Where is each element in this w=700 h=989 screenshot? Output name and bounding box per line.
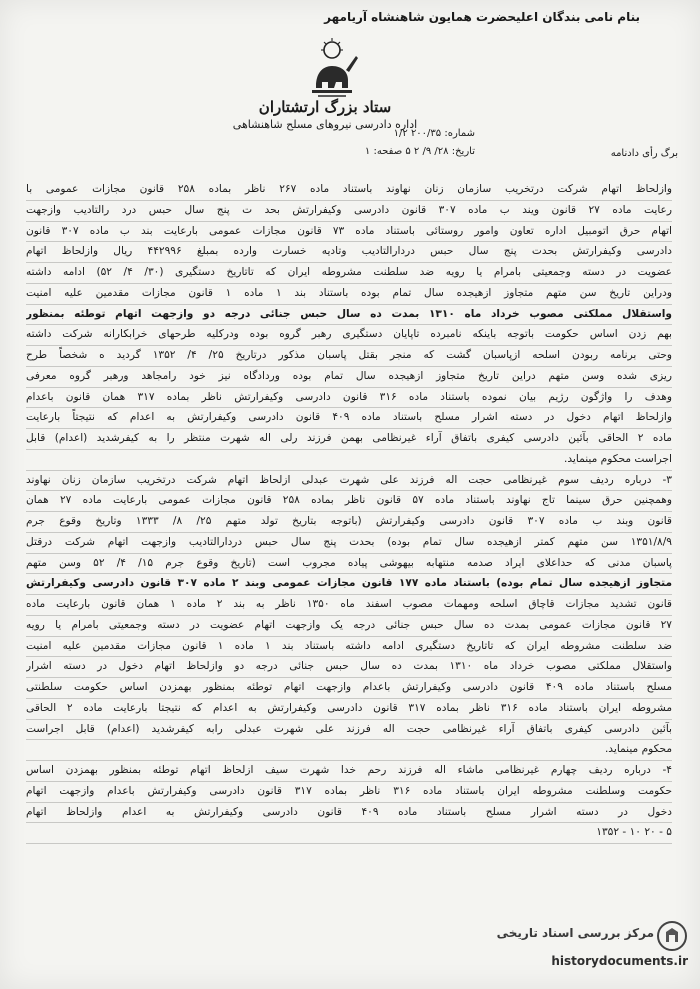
body-line: وازلحاظ اتهام شرکت درتخریب سازمان زنان نهاوند باستناد ماده ۲۶۷ ناظر بماده ۲۵۸ قانون مجازات عمومی با [26,180,672,201]
verdict-body [26,180,672,844]
body-line: ودراین تاریخ سن متهم متجاوز ازهیجده سال تمام بوده باستناد بند ۱ ماده ۱ قانون مجازات مقدمین علیه امنیت [26,284,672,305]
body-line: دادرسی وکیفرارتش بحدت پنج سال حبس دردارالتادیب وتادیه خسارت وارده بمبلغ ۴۴۲۹۹۶ ریال وازلحاظ اتهام [26,242,672,263]
body-line: ضد سلطنت مشروطه ایران که تاتاریخ دستگیری ادامه داشته باستناد بند ۱ ماده ۱ قانون مجازات مقدمین علیه امنیت [26,637,672,658]
verdict-label: برگ رأی دادنامه [610,148,678,159]
document-date: تاریخ: ۲۸/ ۹/ ۲ ۵ صفحه: ۱ [364,146,475,157]
body-line: واستقلال مملکتی مصوب خرداد ماه ۱۳۱۰ بمدت ده سال حبس جنائی درجه دو وازلحاظ اتهام دخول در دسته اشرار [26,657,672,678]
body-line: ماده ۲ الحاقی بآئین دادرسی کیفری باتفاق آراء غیرنظامی بهمن فرزند رلی اله شهرت منتظر را به کیفرشدید (اعدام) قابل [26,429,672,450]
body-line: رعایت ماده ۲۷ قانون ویند ب ماده ۳۰۷ قانون دادرسی وکیفرارتش بحد ت پنج سال حبس درد رالتادیب وازجهت [26,201,672,222]
body-line: عضویت در دسته وجمعیتی بامرام یا رویه ضد سلطنت مشروطه ایران که تاتاریخ دستگیری (۳۰/ ۴/ ۵۲) ادامه داشته [26,263,672,284]
body-line: ۲۷ قانون مجازات عمومی بمدت ده سال حبس جنائی درجه یک وازجهت اتهام عضویت در دسته وجمعیتی بامرام یا رویه [26,616,672,637]
invocation-banner: بنام نامی بندگان اعلیحضرت همایون شاهنشاه آریامهر [324,10,640,24]
body-line: مشروطه ایران باستناد ماده ۳۱۶ ناظر بماده ۳۱۷ قانون دادرسی وکیفرارتش به اعدام که نتیجتا بارعایت ماده ۲ الحاقی [26,699,672,720]
department-name: اداره دادرسی نیروهای مسلح شاهنشاهی [232,118,418,131]
body-line: بآئین دادرسی کیفری باتفاق آراء غیرنظامی حجت اله فرزند علی شهرت عبدلی رابه کیفرشدید (اعدام) قابل اجراست [26,720,672,741]
document-number: شماره: ۲۰۰/۳۵ ۱/۲ [393,128,475,139]
body-line: اتهام حرق اتومبیل اداره تعاون وامور روستائی باستناد ماده ۷۳ قانون مجازات عمومی بارعایت بند ب ماده ۳۰۷ قانون [26,222,672,243]
watermark-url: historydocuments.ir [551,954,688,968]
body-line: متجاوز ازهیجده سال تمام بوده) باستناد ماده ۱۷۷ قانون مجازات عمومی وبند ۲ ماده ۳۰۷ قانون دادرسی وکیفرارتش [26,574,672,595]
body-line: قانون وبند ب ماده ۳۰۷ قانون دادرسی وکیفرارتش (باتوجه بتاریخ تولد متهم ۲۵/ ۸/ ۱۳۳۳ وتاریخ وقوع جرم [26,512,672,533]
body-line: مسلح باستناد ماده ۴۰۹ قانون دادرسی وکیفرارتش باعدام وازجهت اتهام توطئه بمنظور بهمزدن اساس حکومت سلطنتی [26,678,672,699]
body-line: دخول در دسته اشرار مسلح باستناد ماده ۴۰۹ قانون دادرسی وکیفرارتش به اعدام وازلحاظ اتهام [26,803,672,824]
body-line: وازلحاظ اتهام دخول در دسته اشرار مسلح باستناد ماده ۴۰۹ قانون دادرسی وکیفرارتش به اعدام که نتیجتاً بارعایت [26,408,672,429]
body-line: وحتی برنامه ربودن اسلحه ازپاسبان گشت که منجر بقتل پاسبان مذکور درتاریخ ۲۵/ ۴/ ۱۳۵۲ گردید ه شخصاً طرح [26,346,672,367]
body-line: بهم زدن اساس حکومت باتوجه باینکه نامبرده تاپایان دستگیری رهبر گروه بوده ودرکلیه طرحهای خرابکارانه شرکت داشته [26,325,672,346]
body-line: اجراست محکوم مینماید. [26,450,672,471]
body-line: وهدف را واژگون رژیم بیان نموده باستناد ماده ۳۱۶ قانون دادرسی وکیفرارتش ناظر بماده ۳۱۷ همان قانون باعدام [26,388,672,409]
body-line: وهمچنین حرق سینما تاج نهاوند باستناد ماده ۵۷ قانون ناظر بماده ۲۵۸ قانون مجازات عمومی بارعایت ماده ۲۷ همان [26,491,672,512]
body-line: ۵ - ۲۰ ۱۰ - ۱۳۵۲ [26,823,672,844]
lion-and-sun-emblem-icon [302,36,362,102]
org-name: ستاد بزرگ ارتشتاران [258,98,392,116]
body-line: ۴- درباره ردیف چهارم غیرنظامی ماشاء اله فرزند رحم خدا شهرت سیف ازلحاظ اتهام توطئه بمنظور بهمزدن اساس [26,761,672,782]
body-line: پاسبان مدنی که حداعلای ایراد صدمه منتهابه بیهوشی پیاده مجروب است (تاریخ وقوع جرم ۱۵/ ۴/ ۵۲ وسن متهم [26,554,672,575]
organization-header [200,98,450,131]
body-line: ۳- درباره ردیف سوم غیرنظامی حجت اله فرزند علی شهرت عبدلی ازلحاظ اتهام شرکت درتخریب سازمان زنان نهاوند [26,471,672,492]
archive-logo-icon [656,920,688,952]
body-line: واستقلال مملکتی مصوب خرداد ماه ۱۳۱۰ بمدت ده سال حبس جنائی درجه دو وازجهت اتهام توطئه بمنظور [26,305,672,326]
archive-watermark [496,916,690,976]
body-line: ریزی شده وسن متهم دراین تاریخ متجاوز ازهیجده سال تمام بوده وردادگاه نیز خود رامجاهد ورهبر گروه معرفی [26,367,672,388]
watermark-title: مرکز بررسی اسناد تاریخی [496,926,654,940]
body-line: ۱۳۵۱/۸/۹ سن متهم کمتر ازهیجده سال تمام بوده) بحدت پنج سال حبس دردارالتادیب وازجهت اتهام شرکت درقتل [26,533,672,554]
body-line: حکومت وسلطنت مشروطه ایران باستناد ماده ۳۱۶ ناظر بماده ۳۱۷ قانون دادرسی وکیفرارتش باعدام وازجهت اتهام [26,782,672,803]
body-line: قانون تشدید مجازات قاچاق اسلحه ومهمات مصوب اسفند ماه ۱۳۵۰ ناظر به بند ۲ ماده ۱ همان قانون بارعایت ماده [26,595,672,616]
body-line: محکوم مینماید. [26,740,672,761]
